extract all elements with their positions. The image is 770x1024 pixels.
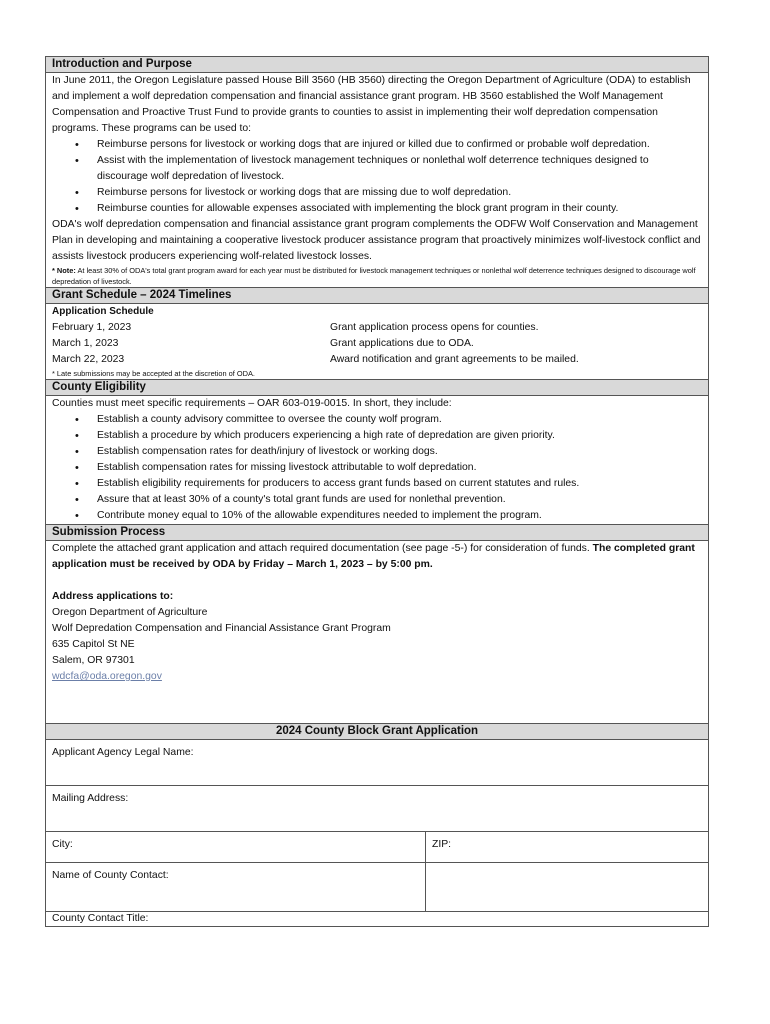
schedule-date: March 1, 2023 [52,338,119,349]
schedule-event: Grant application process opens for counties. [330,322,539,333]
submission-heading: Submission Process [46,525,709,541]
form-title: 2024 County Block Grant Application [46,724,709,740]
zip-label: ZIP: [432,839,452,850]
submission-section [46,541,709,724]
list-item: • Reimburse persons for livestock or working dogs that are injured or killed due to confirmed or probable wolf depredation. [97,137,702,153]
intro-paragraph-2: ODA's wolf depredation compensation and financial assistance grant program complements the ODFW Wolf Conservation and Management Plan in developing and maintaining a cooperative livestock producer assistance program that proactively minimizes wolf-livestock conflict and assists livestock producers experiencing wolf-related livestock losses. [52,219,701,262]
eligibility-heading: County Eligibility [46,380,709,396]
schedule-section [46,304,709,380]
address-heading: Address applications to: [52,591,174,602]
county-contact-field[interactable] [46,863,426,912]
intro-note [52,265,702,287]
contact-title-label: County Contact Title: [52,913,149,924]
intro-bullet-list [52,137,702,217]
intro-paragraph: In June 2011, the Oregon Legislature passed House Bill 3560 (HB 3560) directing the Oregon Department of Agriculture (ODA) to establish and implement a wolf depredation compensation and financial assistance grant program. HB 3560 established the Wolf Management Compensation and Proactive Trust Fund to provide grants to counties to assist in implementing their wolf depredation compensation programs. These programs can be used to: [52,75,691,134]
intro-heading: Introduction and Purpose [46,57,709,73]
schedule-row [52,352,702,368]
county-contact-label: Name of County Contact: [52,870,169,881]
schedule-row [52,320,702,336]
schedule-event: Grant applications due to ODA. [330,338,474,349]
schedule-date: February 1, 2023 [52,322,132,333]
address-line: Wolf Depredation Compensation and Financial Assistance Grant Program [52,623,391,634]
schedule-event: Award notification and grant agreements to be mailed. [330,354,579,365]
address-line: Oregon Department of Agriculture [52,607,208,618]
list-item: • Reimburse counties for allowable expenses associated with implementing the block grant program in their county. [97,201,702,217]
submission-deadline: The completed grant application must be received by ODA by Friday – March 1, 2023 – by 5:00 pm. [52,543,695,570]
schedule-note: * Late submissions may be accepted at the discretion of ODA. [52,369,255,378]
document [45,56,708,927]
list-item: • Contribute money equal to 10% of the allowable expenditures needed to implement the program. [97,508,702,524]
document-table [45,56,709,927]
list-item: • Establish a procedure by which producers experiencing a high rate of depredation are given priority. [97,428,702,444]
schedule-heading: Grant Schedule – 2024 Timelines [46,288,709,304]
schedule-date: March 22, 2023 [52,354,125,365]
list-item: • Establish compensation rates for death/injury of livestock or working dogs. [97,444,702,460]
note-label: * Note: [52,266,76,275]
list-item: • Establish compensation rates for missing livestock attributable to wolf depredation. [97,460,702,476]
schedule-subheading: Application Schedule [52,306,154,317]
list-item: • Establish a county advisory committee to oversee the county wolf program. [97,412,702,428]
zip-field[interactable] [426,832,709,863]
list-item: • Establish eligibility requirements for producers to access grant funds based on current statutes and rules. [97,476,702,492]
agency-name-label: Applicant Agency Legal Name: [52,747,194,758]
email-link[interactable]: wdcfa@oda.oregon.gov [52,671,162,682]
mailing-address-label: Mailing Address: [52,793,129,804]
intro-section [46,73,709,288]
submission-text [52,541,702,573]
mailing-address-field[interactable] [46,786,709,832]
eligibility-bullet-list [52,412,702,524]
city-label: City: [52,839,73,850]
list-item: • Reimburse persons for livestock or working dogs that are missing due to wolf depredation. [97,185,702,201]
city-field[interactable] [46,832,426,863]
address-line: Salem, OR 97301 [52,655,135,666]
eligibility-intro: Counties must meet specific requirements – OAR 603-019-0015. In short, they include: [52,398,452,409]
note-text: At least 30% of ODA's total grant program award for each year must be distributed for livestock management techniques or nonlethal wolf deterrence techniques designed to discourage wolf depredation of livestock. [52,266,696,286]
county-contact-extra-field[interactable] [426,863,709,912]
schedule-row [52,336,702,352]
eligibility-section [46,396,709,525]
contact-title-field[interactable] [46,912,709,927]
list-item: • Assure that at least 30% of a county's total grant funds are used for nonlethal prevention. [97,492,702,508]
submission-instructions: Complete the attached grant application and attach required documentation (see page -5-) for consideration of funds. [52,543,593,554]
list-item: • Assist with the implementation of livestock management techniques or nonlethal wolf deterrence techniques designed to discourage wolf depredation of livestock. [97,153,702,185]
address-line: 635 Capitol St NE [52,639,135,650]
agency-name-field[interactable] [46,740,709,786]
